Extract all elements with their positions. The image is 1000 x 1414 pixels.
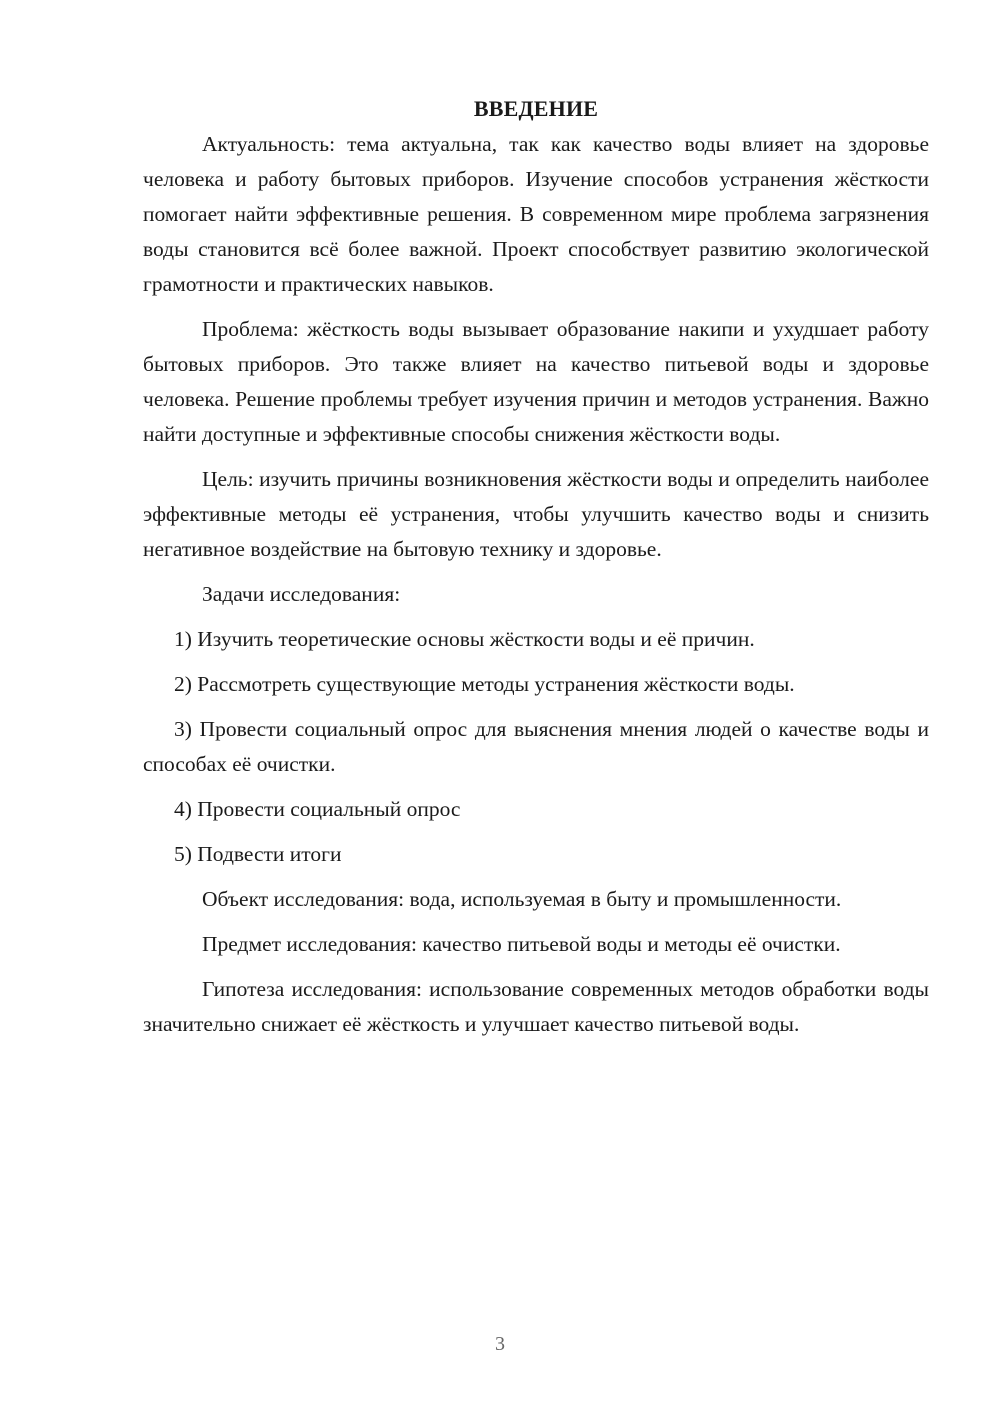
document-page — [143, 92, 929, 1042]
subject-paragraph: Предмет исследования: качество питьевой воды и методы её очистки. — [202, 932, 841, 956]
object-paragraph: Объект исследования: вода, используемая в быту и промышленности. — [202, 887, 842, 911]
task-item-4: 4) Провести социальный опрос — [174, 797, 461, 821]
page-title: ВВЕДЕНИЕ — [473, 96, 599, 121]
relevance-paragraph: Актуальность: тема актуальна, так как качество воды влияет на здоровье человека и работу бытовых приборов. Изучение способов устранения жёсткости помогает найти эффективные решения. В современном мире проблема загрязнения воды становится всё более важной. Проект способствует развитию экологической грамотности и практических навыков. — [143, 132, 929, 296]
problem-paragraph: Проблема: жёсткость воды вызывает образование накипи и ухудшает работу бытовых приборов. Это также влияет на качество питьевой воды и здоровье человека. Решение проблемы требует изучения причин и методов устранения. Важно найти доступные и эффективные способы снижения жёсткости воды. — [143, 317, 929, 446]
page-number: 3 — [495, 1333, 505, 1355]
goal-paragraph: Цель: изучить причины возникновения жёсткости воды и определить наиболее эффективные методы её устранения, чтобы улучшить качество воды и снизить негативное воздействие на бытовую технику и здоровье. — [143, 467, 929, 561]
hypothesis-paragraph: Гипотеза исследования: использование современных методов обработки воды значительно снижает её жёсткость и улучшает качество питьевой воды. — [143, 977, 929, 1036]
task-item-3: 3) Провести социальный опрос для выяснения мнения людей о качестве воды и способах её очистки. — [143, 717, 929, 776]
task-item-1: 1) Изучить теоретические основы жёсткости воды и её причин. — [174, 627, 755, 651]
task-item-2: 2) Рассмотреть существующие методы устранения жёсткости воды. — [174, 672, 795, 696]
tasks-heading: Задачи исследования: — [202, 582, 401, 606]
task-item-5: 5) Подвести итоги — [174, 842, 342, 866]
